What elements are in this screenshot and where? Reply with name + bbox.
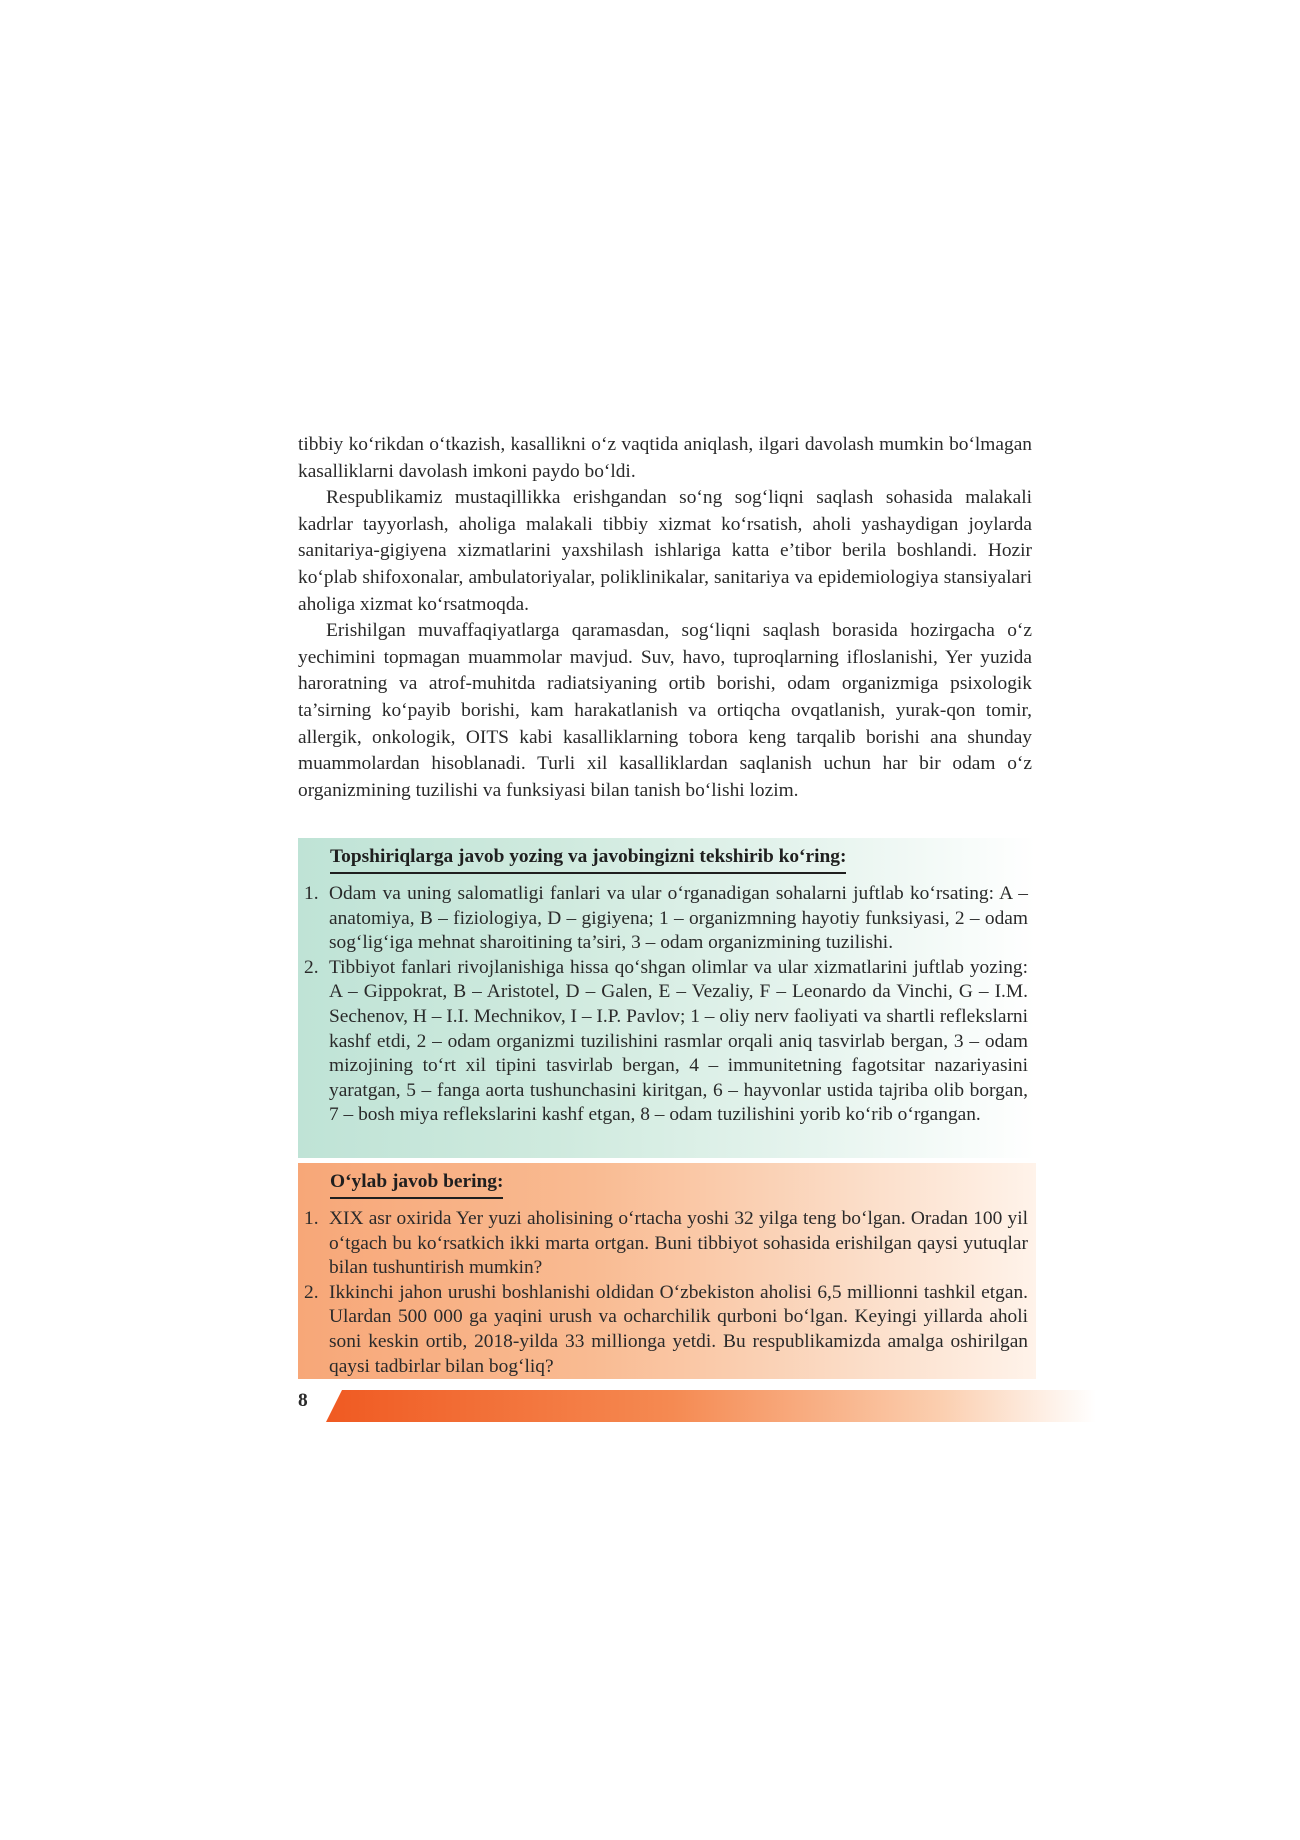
question-text-1: XIX asr oxirida Yer yuzi aholisining o‘rtacha yoshi 32 yilga teng bo‘lgan. Oradan 100 yil o‘tgach bu ko‘rsatkich ikki marta ortgan. Buni tibbiyot sohasida erishilgan qaysi yutuqlar bilan tushuntirish mumkin?: [329, 1208, 1028, 1279]
question-item-2: [304, 1281, 1028, 1379]
task-text-2: Tibbiyot fanlari rivojlanishiga hissa qo‘shgan olimlar va ular xizmatlarini juftlab yozing: A – Gippokrat, B – Aristotel, D – Galen, E – Vezaliy, F – Leonardo da Vinchi, G – I.M. Sechenov, H – I.I. Mechnikov, I – I.P. Pavlov; 1 – oliy nerv faoliyati va shartli reflekslarni kashf etdi, 2 – odam organizmi tuzilishini rasmlar orqali aniq tasvirlab bergan, 3 – odam mizojining to‘rt xil tipini tasvirlab bergan, 4 – immunitetning fagotsitar nazariyasini yaratgan, 5 – fanga aorta tushunchasini kiritgan, 6 – hayvonlar ustida tajriba olib borgan, 7 – bosh miya reflekslarini kashf etgan, 8 – odam tuzilishini yorib ko‘rib o‘rgangan.: [329, 956, 1028, 1126]
task-number-1: 1.: [304, 883, 319, 904]
question-number-2: 2.: [304, 1281, 319, 1303]
tasks-list: [304, 882, 1028, 1128]
task-item-2: [304, 956, 1028, 1128]
paragraph-3: Erishilgan muvaffaqiyatlarga qaramasdan, sog‘liqni saqlash borasida hozirgacha o‘z yechimini topmagan muammolar mavjud. Suv, havo, tuproqlarning ifloslanishi, Yer yuzida haroratning va atrof-muhitda radiatsiyaning ortib borishi, odam organizmiga psixologik ta’sirning ko‘payib borishi, kam harakatlanish va ortiqcha ovqatlanish, yurak-qon tomir, allergik, onkologik, OITS kabi kasalliklarning tobora keng tarqalib borishi ana shunday muammolardan hisoblanadi. Turli xil kasalliklardan saqlanish uchun har bir odam o‘z organizmining tuzilishi va funksiyasi bilan tanish bo‘lishi lozim.: [298, 620, 1032, 801]
question-number-1: 1.: [304, 1208, 319, 1229]
body-text: [298, 432, 1032, 804]
question-text-2: Ikkinchi jahon urushi boshlanishi oldidan O‘zbekiston aholisi 6,5 millionni tashkil etgan. Ulardan 500 000 ga yaqini urush va ocharchilik qurboni bo‘lgan. Keyingi yillarda aholi soni keskin ortib, 2018-yilda 33 millionga yetdi. Bu respublikamizda amalga oshirilgan qaysi tadbirlar bilan bog‘liq?: [329, 1281, 1028, 1377]
think-title: O‘ylab javob bering:: [330, 1169, 503, 1199]
tasks-title: Topshiriqlarga javob yozing va javobingizni tekshirib ko‘ring:: [330, 844, 846, 874]
paragraph-2: Respublikamiz mustaqillikka erishgandan so‘ng sog‘liqni saqlash sohasida malakali kadrlar tayyorlash, aholiga malakali tibbiy xizmat ko‘rsatish, aholi yashaydigan joylarda sanitariya-gigiyena xizmatlarini yaxshilash ishlariga katta e’tibor berila boshlandi. Hozir ko‘plab shifoxonalar, ambulatoriyalar, poliklinikalar, sanitariya va epidemiologiya stansiyalari aholiga xizmat ko‘rsatmoqda.: [298, 487, 1032, 615]
question-item-1: [304, 1207, 1028, 1281]
think-box: [298, 1163, 1036, 1379]
task-text-1: Odam va uning salomatligi fanlari va ular o‘rganadigan sohalarni juftlab ko‘rsating: A – anatomiya, B – fiziologiya, D – gigiyena; 1 – organizmning hayotiy funksiyasi, 2 – odam sog‘lig‘iga mehnat sharoitining ta’siri, 3 – odam organizmining tuzilishi.: [329, 883, 1028, 954]
task-item-1: [304, 882, 1028, 956]
page-number: 8: [298, 1390, 308, 1411]
think-list: [304, 1207, 1028, 1379]
tasks-box: [298, 838, 1036, 1158]
task-number-2: 2.: [304, 956, 319, 978]
paragraph-1: tibbiy ko‘rikdan o‘tkazish, kasallikni o‘z vaqtida aniqlash, ilgari davolash mumkin bo‘lmagan kasalliklarni davolash imkoni paydo bo‘ldi.: [298, 434, 1032, 482]
footer-decorative-bar: [326, 1390, 1096, 1422]
